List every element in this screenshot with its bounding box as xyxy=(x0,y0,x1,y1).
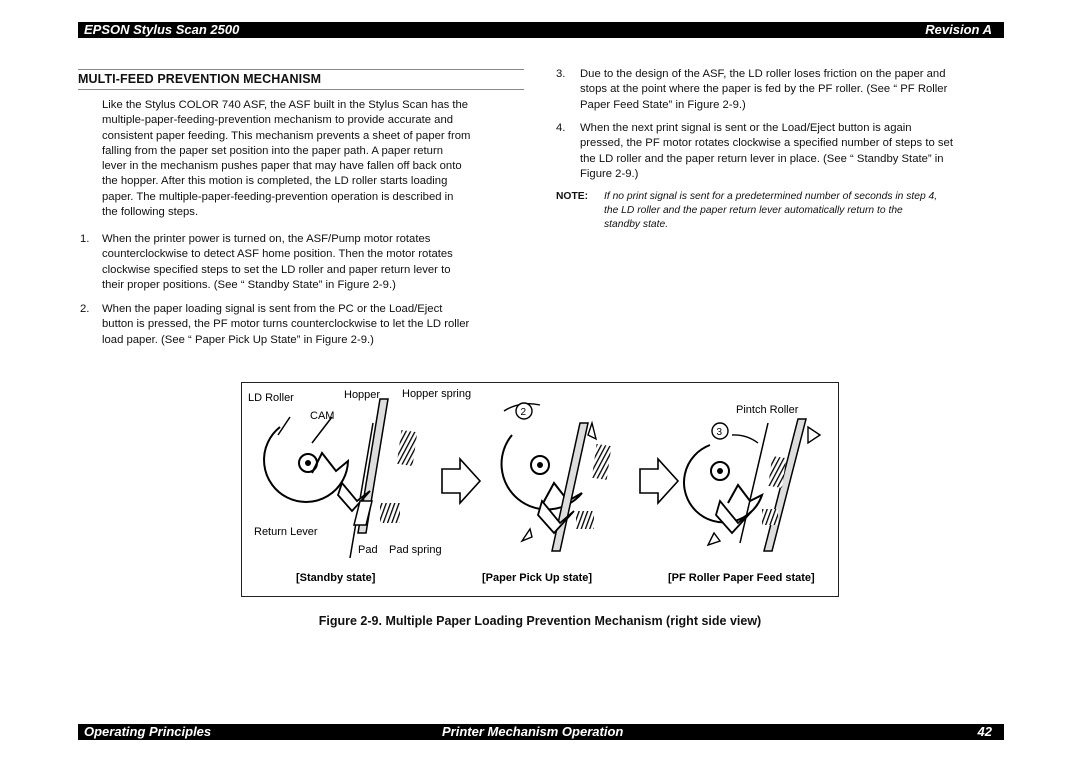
cam-label: CAM xyxy=(310,410,335,422)
step-line: When the printer power is turned on, the ASF/Pump motor rotates xyxy=(102,233,431,245)
heading-rule-top xyxy=(78,69,524,70)
step-3-label: 3 xyxy=(716,427,723,438)
intro-line: consistent paper feeding. This mechanism prevents a sheet of paper from xyxy=(102,129,471,142)
note-label: NOTE: xyxy=(556,191,589,202)
step-line: Paper Feed State” in Figure 2-9.) xyxy=(580,98,746,111)
intro-line: multiple-paper-feeding-prevention mechanism to provide accurate and xyxy=(102,114,454,127)
step-line: Due to the design of the ASF, the LD roller loses friction on the paper and xyxy=(580,68,946,80)
footer-chapter: Operating Principles xyxy=(84,724,212,739)
note-text xyxy=(604,190,937,232)
intro-line: the hopper. After this motion is completed, the LD roller starts loading xyxy=(102,175,448,188)
page-number: 42 xyxy=(977,724,992,739)
mechanism-figure xyxy=(241,382,839,597)
pf-feed-panel xyxy=(668,404,820,584)
ld-roller-label: LD Roller xyxy=(248,392,294,404)
step-number: 2. xyxy=(80,303,90,315)
heading-rule-bottom xyxy=(78,89,524,90)
footer-bar xyxy=(78,724,1004,740)
step-line: button is pressed, the PF motor turns counterclockwise to let the LD roller xyxy=(102,318,470,331)
note-line: the LD roller and the paper return lever automatically return to the xyxy=(604,205,903,216)
step-line: clockwise specified steps to set the LD roller and paper return lever to xyxy=(102,263,451,276)
document-title: EPSON Stylus Scan 2500 xyxy=(84,22,240,37)
paper-up-arrow-icon xyxy=(588,423,596,439)
footer-section: Printer Mechanism Operation xyxy=(442,724,624,739)
section-heading: MULTI-FEED PREVENTION MECHANISM xyxy=(78,72,322,86)
intro-line: the following steps. xyxy=(102,206,199,219)
pinch-roller-label: Pintch Roller xyxy=(736,404,799,416)
pad-spring xyxy=(380,503,400,523)
step-line: When the next print signal is sent or the Load/Eject button is again xyxy=(580,122,912,134)
step-line: When the paper loading signal is sent from the PC or the Load/Eject xyxy=(102,303,443,315)
standby-state-label: [Standby state] xyxy=(296,572,376,584)
lever-down-arrow-icon xyxy=(522,529,532,541)
pickup-panel xyxy=(482,403,611,584)
step-3-text xyxy=(580,67,947,113)
paper-feed-arrow-icon xyxy=(808,427,820,443)
step-line: load paper. (See “ Paper Pick Up State” in Figure 2-9.) xyxy=(102,333,374,346)
note-line: standby state. xyxy=(604,219,669,230)
step-line: their proper positions. (See “ Standby State” in Figure 2-9.) xyxy=(102,278,396,291)
step-line: counterclockwise to detect ASF home position. Then the motor rotates xyxy=(102,248,453,261)
hopper-spring xyxy=(397,430,418,466)
pad-label: Pad xyxy=(358,544,378,556)
standby-panel xyxy=(248,388,471,584)
step-line: the LD roller and the paper return lever in place. (See “ Standby State” in xyxy=(580,152,944,165)
step-line: Figure 2-9.) xyxy=(580,167,639,180)
state-arrow-icon xyxy=(442,459,480,503)
step-2-label: 2 xyxy=(520,407,527,418)
hopper-label: Hopper xyxy=(344,389,381,401)
intro-line: paper. The multiple-paper-feeding-prevention operation is described in xyxy=(102,190,454,203)
intro-paragraph xyxy=(102,98,470,220)
step-number: 4. xyxy=(556,122,566,134)
pickup-state-label: [Paper Pick Up state] xyxy=(482,572,593,584)
return-lever-label: Return Lever xyxy=(254,526,318,538)
step-number: 1. xyxy=(80,233,90,245)
intro-line: lever in the mechanism pushes paper that may have fallen off back onto xyxy=(102,160,462,173)
pad-spring-label: Pad spring xyxy=(389,544,442,556)
mechanism-diagram xyxy=(242,383,838,596)
pf-feed-state-label: [PF Roller Paper Feed state] xyxy=(668,572,815,584)
step-1-text xyxy=(102,232,453,293)
step-line: stops at the point where the paper is fed by the PF roller. (See “ PF Roller xyxy=(580,83,948,96)
lever-up-arrow-icon xyxy=(708,533,720,545)
note-line: If no print signal is sent for a predetermined number of seconds in step 4, xyxy=(604,191,938,202)
step-line: pressed, the PF motor rotates clockwise a specified number of steps to set xyxy=(580,137,953,150)
figure-caption: Figure 2-9. Multiple Paper Loading Prevention Mechanism (right side view) xyxy=(318,614,762,628)
hopper-spring-label: Hopper spring xyxy=(402,388,472,400)
header-bar xyxy=(78,22,1004,38)
state-arrow-icon xyxy=(640,459,678,503)
intro-line: falling from the paper set position into the paper path. A paper return xyxy=(102,144,444,157)
step-4-text xyxy=(580,121,953,182)
step-number: 3. xyxy=(556,68,566,80)
intro-line: Like the Stylus COLOR 740 ASF, the ASF built in the Stylus Scan has the xyxy=(102,99,469,111)
step-2-text xyxy=(102,302,469,348)
revision-label: Revision A xyxy=(925,22,992,37)
